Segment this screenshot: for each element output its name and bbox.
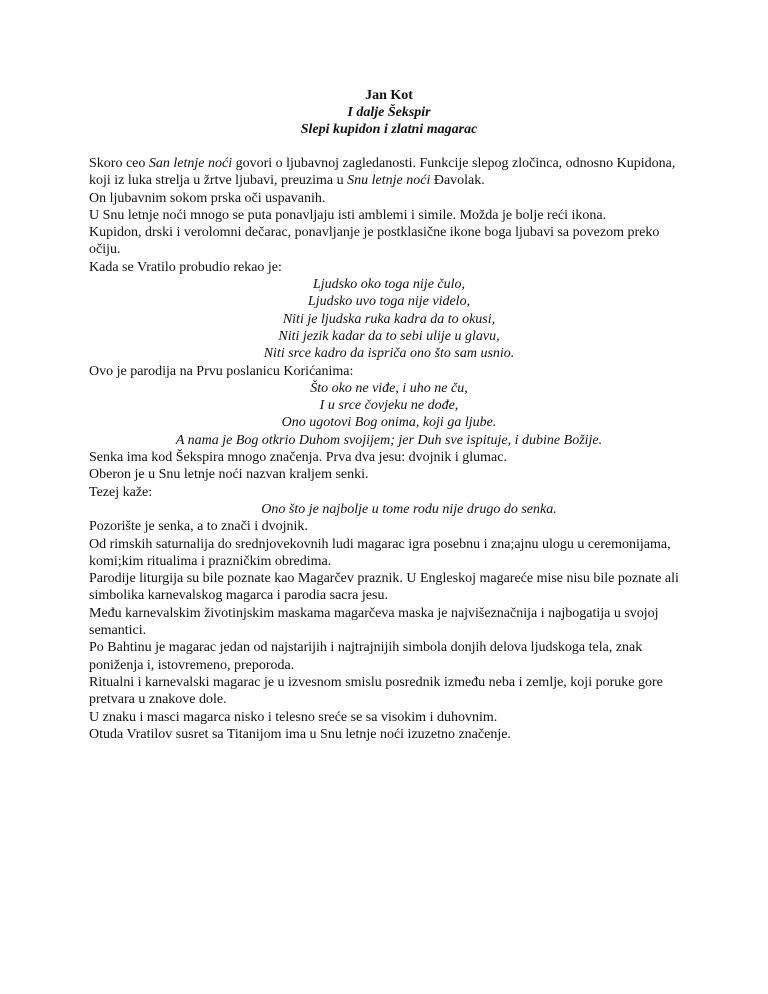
verse-line: Što oko ne viđe, i uho ne ču, [310, 380, 468, 396]
paragraph: Kada se Vratilo probudio rekao je: [89, 259, 282, 275]
verse-line: Ljudsko uvo toga nije videlo, [307, 294, 471, 310]
verse-line: I u srce čovjeku ne dođe, [319, 398, 459, 414]
verse-line: Niti jezik kadar da to sebi ulije u glavu, [278, 328, 500, 344]
paragraph: Otuda Vratilov susret sa Titanijom ima u Snu letnje noći izuzetno značenje. [89, 726, 511, 742]
paragraph: U Snu letnje noći mnogo se puta ponavljaju isti amblemi i simile. Možda je bolje reći ikona. [89, 207, 607, 223]
document-heading [89, 87, 689, 138]
paragraph: Parodije liturgija su bile poznate kao Magarčev praznik. U Engleskoj magareće mise nisu bile poznate ali simbolika karnevalskog magarca i parodia sacra jesu. [89, 571, 679, 604]
verse-line: Niti je ljudska ruka kadra da to okusi, [282, 311, 496, 327]
document-title: I dalje Šekspir [347, 105, 431, 120]
verse-line: Ljudsko oko toga nije čulo, [312, 277, 466, 293]
paragraph: U znaku i masci magarca nisko i telesno sreće se sa visokim i duhovnim. [89, 709, 498, 725]
paragraph: Senka ima kod Šekspira mnogo značenja. Prva dva jesu: dvojnik i glumac. [89, 450, 507, 466]
author-name: Jan Kot [365, 88, 413, 103]
document-subtitle: Slepi kupidon i zlatni magarac [300, 122, 478, 137]
paragraph: Od rimskih saturnalija do srednjovekovnih ludi magarac igra posebnu i zna;ajnu ulogu u ceremonijama, komi;kim ritualima i prazničkim obredima. [89, 536, 671, 569]
paragraph: Skoro ceo San letnje noći govori o ljubavnoj zagledanosti. Funkcije slepog zločinca, odnosno Kupidona, koji iz luka strelja u žrtve ljubavi, preuzima u Snu letnje noći Đavolak. [89, 156, 676, 189]
paragraph: Tezej kaže: [89, 484, 153, 500]
paragraph: Po Bahtinu je magarac jedan od najstarijih i najtrajnijih simbola donjih delova ljudskoga tela, znak poniženja i, istovremeno, preporoda. [89, 640, 643, 673]
paragraph: On ljubavnim sokom prska oči uspavanih. [89, 190, 326, 206]
paragraph: Pozorište je senka, a to znači i dvojnik. [89, 519, 308, 535]
verse-line: A nama je Bog otkrio Duhom svojijem; jer Duh sve ispituje, i dubine Božije. [175, 432, 603, 448]
document-page [89, 87, 689, 743]
paragraph: Ritualni i karnevalski magarac je u izvesnom smislu posrednik između neba i zemlje, koji poruke gore pretvara u znakove dole. [89, 674, 663, 708]
document-body [89, 155, 689, 743]
paragraph: Ovo je parodija na Prvu poslanicu Korićanima: [89, 363, 354, 379]
verse-line: Niti srce kadro da ispriča ono što sam usnio. [263, 346, 515, 362]
paragraph: Među karnevalskim životinjskim maskama magarčeva maska je najvišeznačnija i najbogatija u svojoj semantici. [89, 605, 659, 639]
paragraph: Oberon je u Snu letnje noći nazvan kraljem senki. [89, 467, 369, 483]
verse-line: Ono što je najbolje u tome rodu nije drugo do senka. [261, 501, 557, 517]
verse-line: Ono ugotovi Bog onima, koji ga ljube. [281, 415, 497, 431]
paragraph: Kupidon, drski i verolomni dečarac, ponavljanje je postklasične ikone boga ljubavi sa povezom preko očiju. [89, 225, 660, 258]
